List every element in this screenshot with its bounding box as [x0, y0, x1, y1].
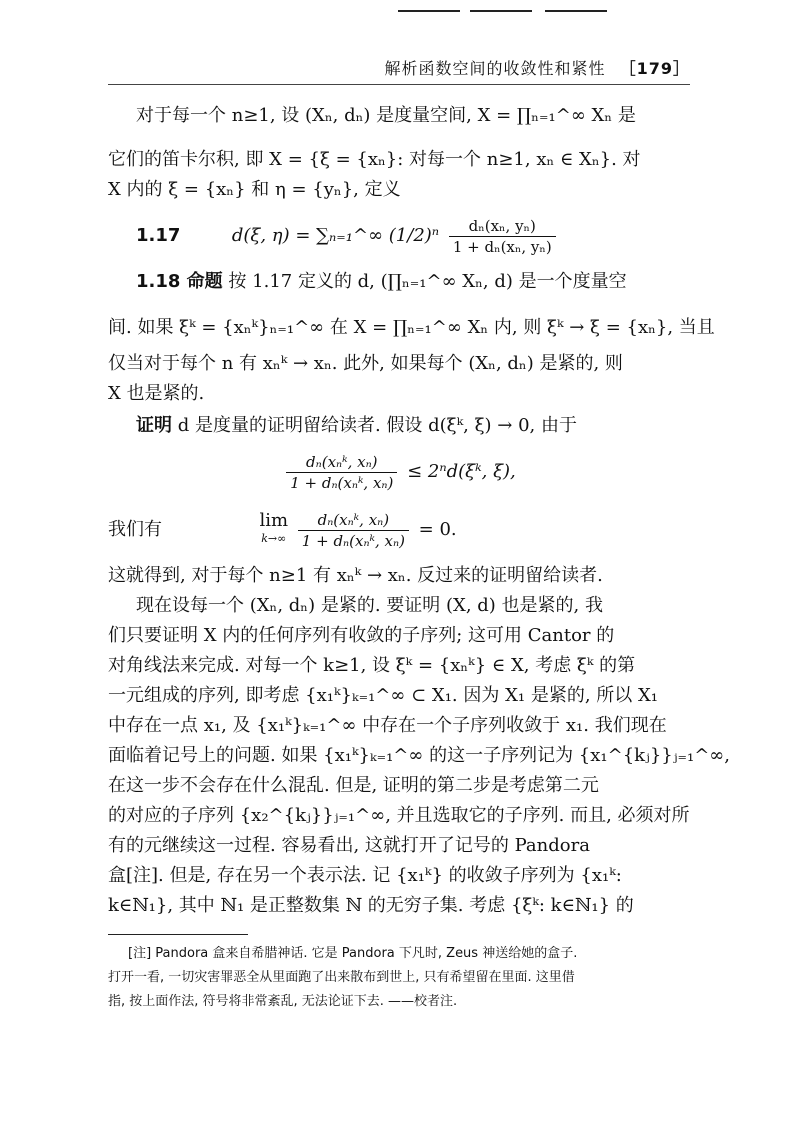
- running-header: [384, 56, 690, 79]
- fraction-numerator: dₙ(xₙᵏ, xₙ): [298, 510, 409, 531]
- running-title: 解析函数空间的收敛性和紧性: [384, 59, 606, 78]
- inequality-fraction: [286, 452, 397, 493]
- fraction-numerator: dₙ(xₙ, yₙ): [449, 216, 556, 237]
- proposition-line: 间. 如果 ξᵏ = {xₙᵏ}ₙ₌₁^∞ 在 X = ∏ₙ₌₁^∞ Xₙ 内, 则 ξᵏ → ξ = {xₙ}, 当且: [108, 317, 715, 338]
- paragraph-line: 对角线法来完成. 对每一个 k≥1, 设 ξᵏ = {xₙᵏ} ∈ X, 考虑 ξᵏ 的第: [108, 655, 636, 676]
- lim-subscript: k→∞: [261, 532, 287, 545]
- footnote-line: 指, 按上面作法, 符号将非常紊乱, 无法论证下去. ——校者注.: [108, 994, 458, 1009]
- fraction-denominator: 1 + dₙ(xₙᵏ, xₙ): [290, 473, 394, 492]
- proof-line: 这就得到, 对于每个 n≥1 有 xₙᵏ → xₙ. 反过来的证明留给读者.: [108, 565, 603, 586]
- equation-label: 1.17: [136, 225, 181, 246]
- proposition-line: 仅当对于每个 n 有 xₙᵏ → xₙ. 此外, 如果每个 (Xₙ, dₙ) 是紧的, 则: [108, 353, 623, 374]
- equation-fraction: [449, 216, 556, 257]
- proof-inequality: [108, 448, 690, 496]
- footnote-line: 打开一看, 一切灾害罪恶全从里面跑了出来散布到世上, 只有希望留在里面. 这里借: [108, 970, 575, 985]
- lim-text: lim: [259, 510, 289, 531]
- paragraph-line: 盒[注]. 但是, 存在另一个表示法. 记 {x₁ᵏ} 的收敛子序列为 {x₁ᵏ:: [108, 865, 622, 886]
- page-number: ［179］: [619, 59, 690, 78]
- body-line: 对于每一个 n≥1, 设 (Xₙ, dₙ) 是度量空间, X = ∏ₙ₌₁^∞ Xₙ 是: [136, 105, 636, 126]
- footnote-line: [注] Pandora 盒来自希腊神话. 它是 Pandora 下凡时, Zeus 神送给她的盒子.: [128, 946, 578, 961]
- paragraph-line: k∈ℕ₁}, 其中 ℕ₁ 是正整数集 ℕ 的无穷子集. 考虑 {ξᵏ: k∈ℕ₁} 的: [108, 895, 634, 916]
- body-line: 它们的笛卡尔积, 即 X = {ξ = {xₙ}: 对每一个 n≥1, xₙ ∈ Xₙ}. 对: [108, 149, 641, 170]
- fraction-denominator: 1 + dₙ(xₙ, yₙ): [452, 237, 552, 256]
- proof-limit-line: [108, 506, 690, 554]
- top-rule-left: [398, 10, 460, 12]
- we-have-text: 我们有: [108, 519, 162, 540]
- top-rule-mid: [470, 10, 532, 12]
- paragraph-line: 的对应的子序列 {x₂^{kⱼ}}ⱼ₌₁^∞, 并且选取它的子序列. 而且, 必须对所: [108, 805, 690, 826]
- paragraph-line: 一元组成的序列, 即考虑 {x₁ᵏ}ₖ₌₁^∞ ⊂ X₁. 因为 X₁ 是紧的, 所以 X₁: [108, 685, 659, 706]
- equation-lhs: d(ξ, η) = ∑ₙ₌₁^∞ (1/2)ⁿ: [231, 225, 440, 246]
- body-line: X 内的 ξ = {xₙ} 和 η = {yₙ}, 定义: [108, 179, 401, 200]
- paragraph-line: 有的元继续这一过程. 容易看出, 这就打开了记号的 Pandora: [108, 835, 590, 856]
- fraction-denominator: 1 + dₙ(xₙᵏ, xₙ): [301, 531, 405, 550]
- equation-1-17: [136, 212, 690, 260]
- proposition-line: X 也是紧的.: [108, 383, 205, 404]
- limit-operator: [259, 512, 288, 548]
- paragraph-line: 面临着记号上的问题. 如果 {x₁ᵏ}ₖ₌₁^∞ 的这一子序列记为 {x₁^{kⱼ}}ⱼ₌₁^∞,: [108, 745, 730, 766]
- fraction-numerator: dₙ(xₙᵏ, xₙ): [286, 452, 397, 473]
- proposition-label: 1.18 命题: [136, 271, 223, 292]
- proof-label: 证明: [136, 415, 172, 436]
- paragraph-line: 们只要证明 X 内的任何序列有收敛的子序列; 这可用 Cantor 的: [108, 625, 615, 646]
- paragraph-line: 在这一步不会存在什么混乱. 但是, 证明的第二步是考虑第二元: [108, 775, 599, 796]
- top-rule-right: [545, 10, 607, 12]
- limit-rhs: = 0.: [418, 519, 457, 540]
- limit-fraction: [298, 510, 409, 551]
- inequality-rhs: ≤ 2ⁿd(ξᵏ, ξ),: [407, 461, 516, 482]
- proposition-text: 按 1.17 定义的 d, (∏ₙ₌₁^∞ Xₙ, d) 是一个度量空: [228, 271, 627, 292]
- header-rule: [108, 84, 690, 85]
- footnote-rule: [108, 934, 248, 935]
- proof-line: [136, 414, 690, 438]
- proposition-line: [136, 270, 690, 294]
- proof-text: d 是度量的证明留给读者. 假设 d(ξᵏ, ξ) → 0, 由于: [177, 415, 577, 436]
- paragraph-line: 现在设每一个 (Xₙ, dₙ) 是紧的. 要证明 (X, d) 也是紧的, 我: [136, 595, 603, 616]
- paragraph-line: 中存在一点 x₁, 及 {x₁ᵏ}ₖ₌₁^∞ 中存在一个子序列收敛于 x₁. 我们现在: [108, 715, 667, 736]
